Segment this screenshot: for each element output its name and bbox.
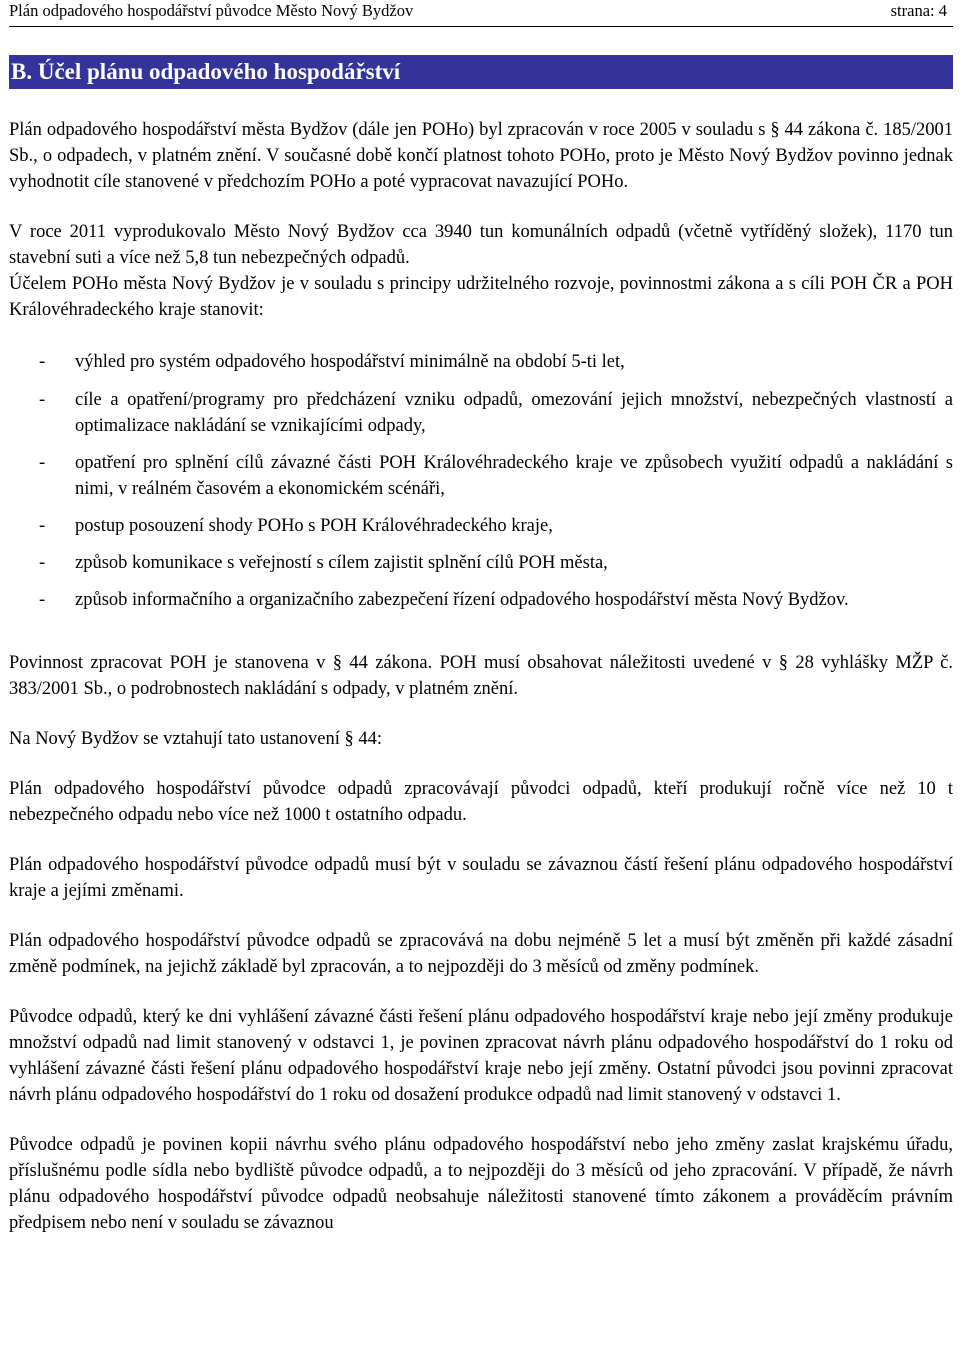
list-item-text: postup posouzení shody POHo s POH Královéhradeckého kraje, (75, 516, 553, 536)
document-page (9, 0, 953, 1236)
paragraph-submission: Původce odpadů je povinen kopii návrhu svého plánu odpadového hospodářství nebo jeho změny zaslat krajskému úřadu, příslušnému podle sídla nebo bydliště původce odpadů, a to nejpozději do 3 měsíců od jeho zpracování. V případě, že návrh plánu odpadového hospodářství původce odpadů neobsahuje náležitosti stanovené tímto zákonem a prováděcím právním předpisem nebo není v souladu se závaznou (9, 1135, 953, 1233)
paragraph-intro: Plán odpadového hospodářství města Bydžov (dále jen POHo) byl zpracován v roce 2005 v souladu s § 44 zákona č. 185/2001 Sb., o odpadech, v platném znění. V současné době končí platnost tohoto POHo, proto je Město Nový Bydžov povinno jednak vyhodnotit cíle stanovené v předchozím POHo a poté vypracovat navazující POHo. (9, 120, 953, 192)
dash-bullet: - (39, 453, 46, 473)
list-item (9, 450, 953, 502)
list-item-text: způsob komunikace s veřejností s cílem zajistit splnění cílů POH města, (75, 553, 608, 573)
list-item (9, 550, 953, 576)
list-item (9, 513, 953, 539)
paragraph-production: V roce 2011 vyprodukovalo Město Nový Bydžov cca 3940 tun komunálních odpadů (včetně vytříděný složek), 1170 tun stavební suti a více než 5,8 tun nebezpečných odpadů. (9, 222, 953, 268)
paragraph-provisions: Na Nový Bydžov se vztahují tato ustanovení § 44: (9, 729, 383, 749)
list-item (9, 587, 953, 613)
paragraph-compliance: Plán odpadového hospodářství původce odpadů musí být v souladu se závaznou částí řešení plánu odpadového hospodářství kraje a jejími změnami. (9, 855, 953, 901)
list-item-text: opatření pro splnění cílů závazné části POH Královéhradeckého kraje ve způsobech využití odpadů a nakládání s nimi, v reálném časovém a ekonomickém scénáři, (75, 453, 953, 499)
body-text (9, 117, 953, 1236)
section-heading: B. Účel plánu odpadového hospodářství (9, 55, 953, 89)
paragraph-deadline: Původce odpadů, který ke dni vyhlášení závazné části řešení plánu odpadového hospodářství kraje nebo její změny produkuje množství odpadů nad limit stanovený v odstavci 1, je povinen zpracovat návrh plánu odpadového hospodářství do 1 roku od vyhlášení závazné části řešení plánu odpadového hospodářství kraje nebo její změny. Ostatní původci jsou povinni zpracovat návrh plánu odpadového hospodářství do 1 roku od dosažení produkce odpadů nad limit stanovený v odstavci 1. (9, 1007, 953, 1105)
goals-list (9, 349, 953, 613)
dash-bullet: - (39, 390, 46, 410)
paragraph-obligation: Povinnost zpracovat POH je stanovena v § 44 zákona. POH musí obsahovat náležitosti uvedené v § 28 vyhlášky MŽP č. 383/2001 Sb., o podrobnostech nakládání s odpady, v platném znění. (9, 653, 953, 699)
paragraph-duration: Plán odpadového hospodářství původce odpadů se zpracovává na dobu nejméně 5 let a musí být změněn při každé zásadní změně podmínek, na jejichž základě byl zpracován, a to nejpozději do 3 měsíců od změny podmínek. (9, 931, 953, 977)
dash-bullet: - (39, 352, 46, 372)
document-title: Plán odpadového hospodářství původce Město Nový Bydžov (9, 1, 414, 20)
list-item (9, 349, 953, 375)
paragraph-purpose: Účelem POHo města Nový Bydžov je v souladu s principy udržitelného rozvoje, povinnostmi zákona a s cíli POH ČR a POH Královéhradeckého kraje stanovit: (9, 274, 953, 320)
dash-bullet: - (39, 590, 46, 610)
list-item-text: výhled pro systém odpadového hospodářství minimálně na období 5-ti let, (75, 352, 625, 372)
list-item-text: cíle a opatření/programy pro předcházení vzniku odpadů, omezování jejich množství, nebezpečných vlastností a optimalizace nakládání se vznikajícími odpady, (75, 390, 953, 436)
list-item (9, 387, 953, 439)
list-item-text: způsob informačního a organizačního zabezpečení řízení odpadového hospodářství města Nový Bydžov. (75, 590, 849, 610)
dash-bullet: - (39, 516, 46, 536)
dash-bullet: - (39, 553, 46, 573)
page-number: strana: 4 (890, 1, 947, 20)
running-header (9, 0, 953, 27)
paragraph-producers: Plán odpadového hospodářství původce odpadů zpracovávají původci odpadů, kteří produkují ročně více než 10 t nebezpečného odpadu nebo více než 1000 t ostatního odpadu. (9, 779, 953, 825)
